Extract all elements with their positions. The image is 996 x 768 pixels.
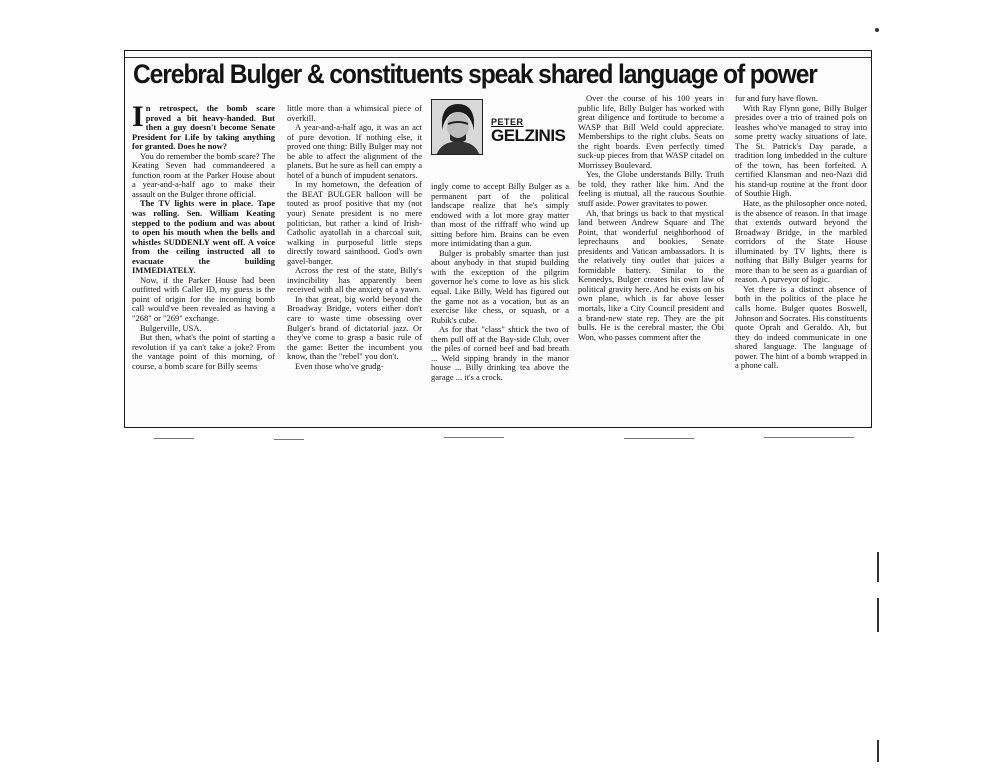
article-paragraph [578,170,724,208]
paragraph-text: little more than a whimsical piece of overkill. [287,104,422,123]
column-1 [132,104,275,424]
scan-mark-right-3 [877,740,879,762]
paragraph-text: ingly come to accept Billy Bulger as a permanent part of the political landscape realize that he's simply endowed with a lot more gray matter than most of the riffraff who wind up sitting before him. Brains can be even more intimidating than a gun. [431,182,569,249]
article-paragraph [132,199,275,275]
paragraph-text: A year-and-a-half ago, it was an act of pure devotion. If nothing else, it proved one thing: Billy Bulger may not be able to affect the alignment of the planets. But he sure as hell can empty a hotel of a bunch of impudent senators. [287,122,422,180]
scan-mark-right-1 [877,552,879,582]
paragraph-text: Bulger is probably smarter than just about anybody in that stupid building with the exception of the pilgrim governor he's come to love as his slick equal. Like Billy, Weld has figured out the game not as a vocation, but as an exercise like chess, or squash, or a Rubik's cube. [431,247,569,325]
scan-specks [124,436,872,442]
paragraph-text: Hate, as the philosopher once noted, is the absence of reason. In that image that extends outward beyond the Broadway Bridge, in the marbled corridors of the State House illuminated by TV lights, there is nothing that Billy Bulger yearns for more than to be seen as a guardian of reason. A purveyor of logic. [735,198,867,285]
byline-last-name: GELZINIS [491,126,566,145]
paragraph-text: n retrospect, the bomb scare proved a bit heavy-handed. But then a guy doesn't become Senate President for Life by taking anything for granted. Does he now? [132,104,275,152]
paragraph-text: Yet there is a distinct absence of both in the politics of the place he calls home. Bulger quotes Boswell, Johnson and Socrates. His constituents quote Oprah and Geraldo. Ah, but they do indeed communicate in one shared language. The language of power. The hint of a bomb wrapped in a phone call. [735,283,867,371]
paragraph-text: Across the rest of the state, Billy's invincibility has apparently been received with all the anxiety of a yawn. [287,265,422,295]
article-paragraph [287,104,422,123]
article-paragraph [735,104,867,199]
paragraph-text: In my hometown, the defeation of the BEAT BULGER balloon will be touted as proof positive that my (not your) Senate president is no mere politician, but rather a kind of Irish-Catholic ayatollah in a charcoal suit, walking in purposeful little steps directly toward sainthood. God's own gavel-banger. [287,179,422,266]
author-photo [431,99,483,155]
article-paragraph [287,180,422,266]
article-paragraph [735,285,867,371]
byline-name [491,117,565,145]
article-paragraph [287,123,422,180]
paragraph-text: Over the course of his 100 years in public life, Billy Bulger has worked with great diligence and fortitude to become a WASP that Bill Weld could appreciate. Memberships to the right clubs. Seats on the right boards. Even perfectly timed suck-up pieces from that WASP citadel on Morrissey Boulevard. [578,94,724,170]
article-paragraph [578,209,724,343]
article-paragraph [132,276,275,324]
article-paragraph [132,104,275,152]
article-paragraph [431,182,569,249]
paragraph-text: Bulgerville, USA. [140,322,202,333]
byline [431,99,569,157]
top-rule [125,57,871,58]
paragraph-text: With Ray Flynn gone, Billy Bulger presides over a trio of trained pols on leashes who've managed to stray into some pretty wacky situations of late. The St. Patrick's Day parade, a tradition long imbedded in the culture of the town, has been forfeited. A certified Klansman and neo-Nazi did his stand-up routine at the front door of Southie High. [735,102,867,199]
paragraph-text: Even those who've grudg- [295,360,384,371]
article-paragraph [287,362,422,372]
article-paragraph [578,94,724,170]
article-paragraph [287,266,422,295]
byline-first-name: PETER [491,117,524,127]
article-paragraph [735,199,867,285]
article-paragraph [431,249,569,325]
paragraph-text: The TV lights were in place. Tape was rolling. Sen. William Keating stepped to the podium and was about to open his mouth when the bells and whistles SUDDENLY went off. A voice from the ceiling instructed all to evacuate the building IMMEDIATELY. [132,198,275,276]
headline: Cerebral Bulger & constituents speak shared language of power [133,59,817,89]
drop-cap: I [132,104,144,133]
article-paragraph [132,152,275,200]
paragraph-text: You do remember the bomb scare? The Keating Seven had commandeered a function room at the Parker House about a year-and-a-half ago to make their assault on the Bulger throne official. [132,150,275,199]
article-paragraph [132,333,275,371]
column-3 [431,182,569,424]
column-4 [578,94,724,424]
paragraph-text: Now, if the Parker House had been outfitted with Caller ID, my guess is the point of origin for the incoming bomb call would've been revealed as having a "268" or "269" exchange. [132,274,275,324]
paragraph-text: Yes, the Globe understands Billy. Truth be told, they rather like him. And the feeling is mutual, all the raucous Southie stuff aside. Power gravitates to power. [578,169,724,209]
paragraph-text: Ah, that brings us back to that mystical land between Andrew Square and The Point, that wonderful neighborhood of leprechauns and bookies, Senate presidents and Vatican ambassadors. It is the relatively tiny outlet that juices a formidable battery. Similar to the Kennedys, Bulger creates his own law of political gravity here. And he exists on his own plane, which is far above lesser mortals, like a City Council president and a brand-new state rep. They are the pit bulls. He is the cerebral master, the Obi Won, who passes comment after the [578,207,724,342]
article-paragraph [287,295,422,362]
paragraph-text: But then, what's the point of starting a revolution if ya can't take a joke? From the vantage point of this morning, of course, a bomb scare for Billy seems [132,332,275,371]
paragraph-text: As for that "class" shtick the two of them pull off at the Bay-side Club, over the piles of corned beef and bad breath ... Weld sipping brandy in the manor house ... Billy drinking tea above the garage ... it's a crock. [431,324,569,382]
article-paragraph [431,325,569,382]
column-2 [287,104,422,424]
scan-mark-top-right [875,28,879,32]
paragraph-text: fur and fury have flown. [735,94,818,103]
column-5 [735,94,867,424]
scan-mark-right-2 [877,598,879,632]
paragraph-text: In that great, big world beyond the Broadway Bridge, voters either don't care to waste time obsessing over Bulger's brand of dictatorial jazz. Or they've come to grasp a basic rule of the game: Better the incumbent you know, than the "rebel" you don't. [287,293,422,362]
newspaper-clipping [124,50,872,428]
